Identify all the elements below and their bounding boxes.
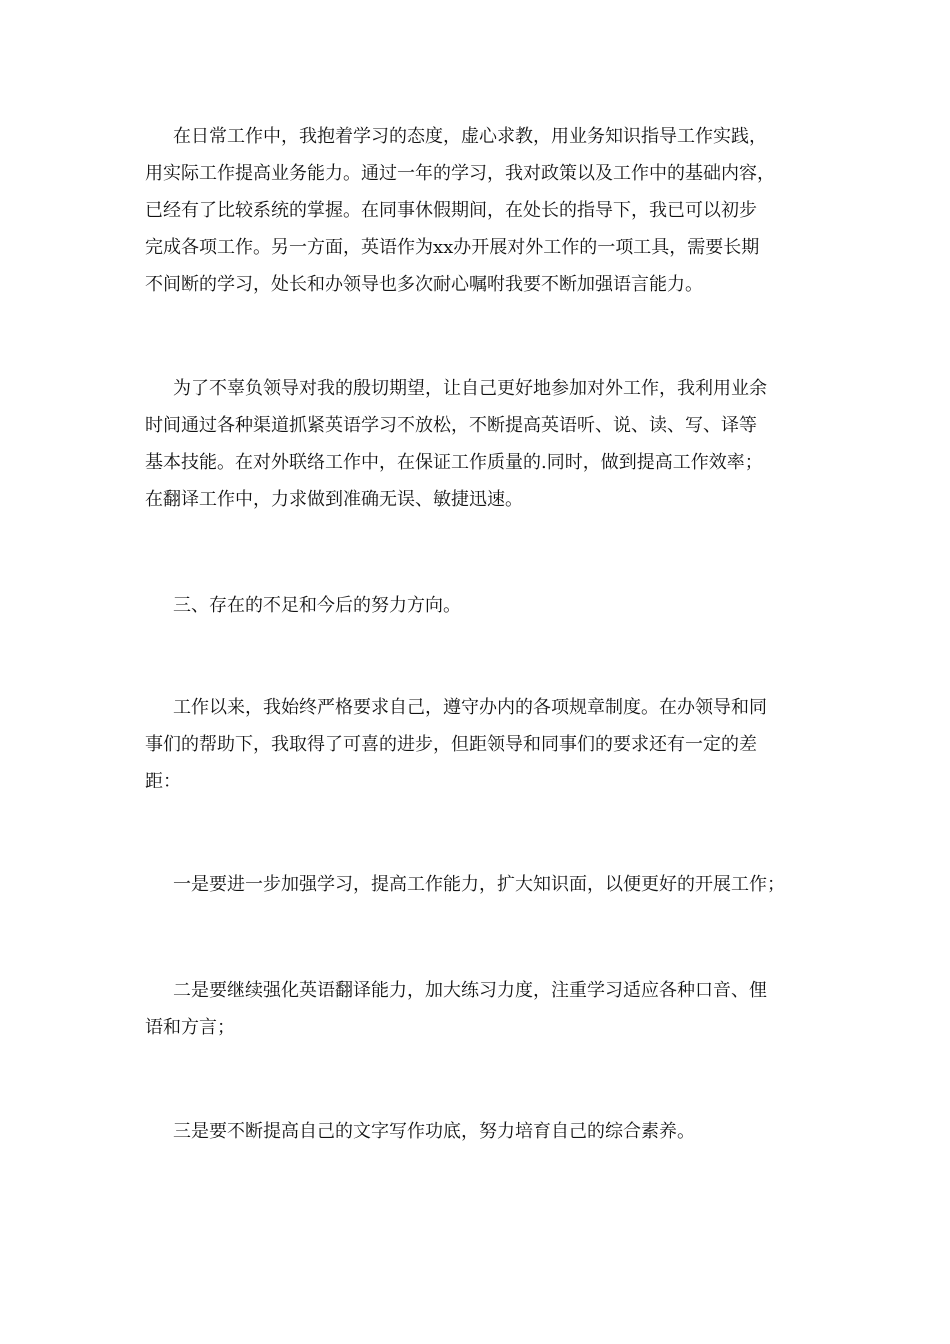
text-line: 一是要进一步加强学习，提高工作能力，扩大知识面，以便更好的开展工作； (173, 874, 785, 895)
text-line: 不间断的学习，处长和办领导也多次耐心嘱咐我要不断加强语言能力。 (145, 274, 703, 295)
section-heading-shortcomings (145, 587, 815, 624)
list-item-first (145, 866, 815, 903)
text-line: 在日常工作中，我抱着学习的态度，虚心求教，用业务知识指导工作实践， (173, 126, 767, 147)
text-line: 工作以来，我始终严格要求自己，遵守办内的各项规章制度。在办领导和同 (173, 697, 767, 718)
text-line: 三是要不断提高自己的文字写作功底，努力培育自己的综合素养。 (173, 1121, 695, 1142)
list-item-second (145, 972, 815, 1046)
text-line: 为了不辜负领导对我的殷切期望，让自己更好地参加对外工作，我利用业余 (173, 378, 767, 399)
paragraph-english-study (145, 370, 815, 518)
text-line: 二是要继续强化英语翻译能力，加大练习力度，注重学习适应各种口音、俚 (173, 980, 767, 1001)
text-line: 在翻译工作中，力求做到准确无误、敏捷迅速。 (145, 489, 523, 510)
text-line: 事们的帮助下，我取得了可喜的进步，但距领导和同事们的要求还有一定的差 (145, 734, 757, 755)
heading-line: 三、存在的不足和今后的努力方向。 (173, 595, 461, 616)
text-line: 已经有了比较系统的掌握。在同事休假期间，在处长的指导下，我已可以初步 (145, 200, 757, 221)
text-line: 距： (145, 771, 181, 792)
text-line: 用实际工作提高业务能力。通过一年的学习，我对政策以及工作中的基础内容， (145, 163, 775, 184)
text-line: 语和方言； (145, 1017, 235, 1038)
paragraph-work-practice (145, 118, 815, 303)
text-line: 完成各项工作。另一方面，英语作为xx办开展对外工作的一项工具，需要长期 (145, 237, 760, 258)
list-item-third (145, 1113, 815, 1150)
text-line: 基本技能。在对外联络工作中，在保证工作质量的.同时，做到提高工作效率； (145, 452, 763, 473)
paragraph-since-work (145, 689, 815, 800)
text-line: 时间通过各种渠道抓紧英语学习不放松，不断提高英语听、说、读、写、译等 (145, 415, 757, 436)
